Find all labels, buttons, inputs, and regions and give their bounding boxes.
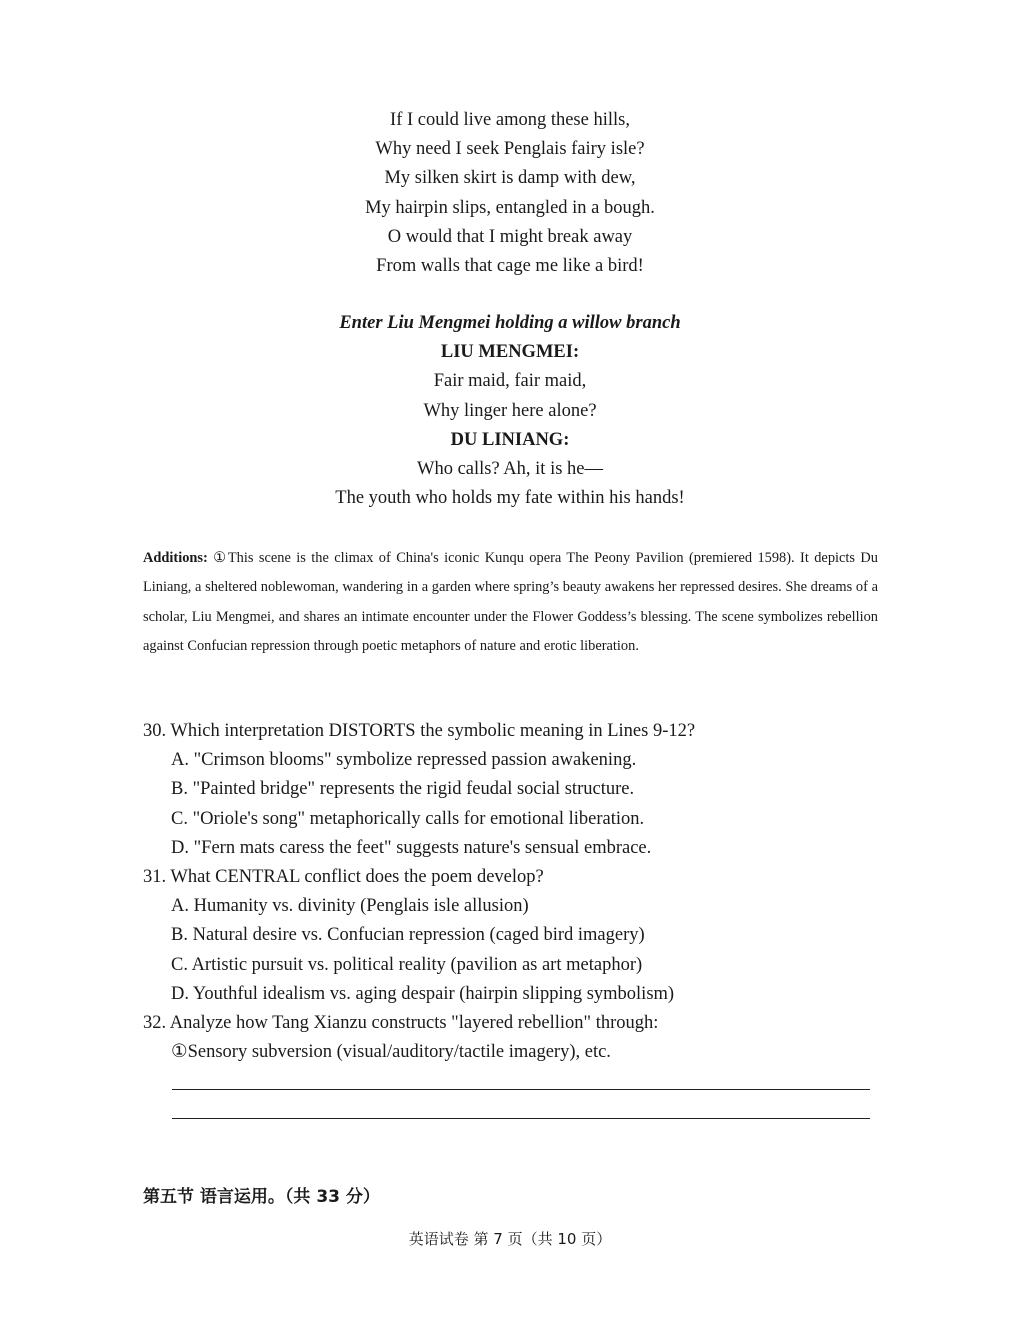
section-heading: 第五节 语言运用。（共 33 分） [143, 1187, 380, 1207]
poem-stanza [0, 106, 1020, 281]
question-32-prompt: ①Sensory subversion (visual/auditory/tactile imagery), etc. [171, 1042, 611, 1063]
question-30-option: D. "Fern mats caress the feet" suggests nature's sensual embrace. [171, 837, 652, 858]
additions-label: Additions: [143, 550, 208, 566]
answer-line[interactable] [172, 1118, 870, 1119]
dialogue-line: The youth who holds my fate within his hands! [335, 488, 685, 509]
question-31-option: B. Natural desire vs. Confucian repression (caged bird imagery) [171, 925, 645, 946]
dialogue-line: Why linger here alone? [423, 400, 597, 421]
question-30-option: A. "Crimson blooms" symbolize repressed passion awakening. [171, 750, 637, 771]
question-32-stem: 32. Analyze how Tang Xianzu constructs "layered rebellion" through: [143, 1012, 659, 1033]
poem-line: O would that I might break away [387, 226, 633, 247]
additions-text: ①This scene is the climax of China's iconic Kunqu opera The Peony Pavilion (premiered 1598). It depicts Du Liniang, a sheltered noblewoman, wandering in a garden where spring’s beauty awakens her repressed desires. She dreams of a scholar, Liu Mengmei, and shares an intimate encounter under the Flower Goddess’s blessing. The scene symbolizes rebellion against Confucian repression through poetic metaphors of nature and erotic liberation. [143, 550, 878, 654]
question-30-stem: 30. Which interpretation DISTORTS the symbolic meaning in Lines 9-12? [143, 721, 696, 741]
poem-line: My hairpin slips, entangled in a bough. [365, 197, 655, 218]
poem-line: If I could live among these hills, [390, 110, 630, 130]
question-31-stem: 31. What CENTRAL conflict does the poem develop? [143, 866, 544, 887]
poem-line: My silken skirt is damp with dew, [384, 168, 636, 189]
question-31-option: C. Artistic pursuit vs. political reality (pavilion as art metaphor) [171, 954, 643, 975]
speaker-name: LIU MENGMEI: [440, 342, 580, 363]
question-31-option: A. Humanity vs. divinity (Penglais isle allusion) [171, 896, 529, 917]
question-30-option: C. "Oriole's song" metaphorically calls for emotional liberation. [171, 808, 645, 829]
dialogue-line: Who calls? Ah, it is he— [417, 458, 603, 479]
stage-direction: Enter Liu Mengmei holding a willow branch [339, 313, 681, 333]
answer-line[interactable] [172, 1089, 870, 1090]
speaker-name: DU LINIANG: [450, 429, 570, 450]
poem-line: Why need I seek Penglais fairy isle? [375, 139, 645, 160]
page-footer: 英语试卷 第 7 页（共 10 页） [408, 1230, 612, 1248]
scene-dialogue [0, 309, 1020, 513]
dialogue-line: Fair maid, fair maid, [433, 371, 587, 392]
additions-note [143, 544, 878, 661]
poem-line: From walls that cage me like a bird! [376, 255, 644, 276]
question-31-option: D. Youthful idealism vs. aging despair (hairpin slipping symbolism) [171, 983, 675, 1004]
question-block [143, 717, 883, 1067]
question-30-option: B. "Painted bridge" represents the rigid feudal social structure. [171, 779, 635, 800]
